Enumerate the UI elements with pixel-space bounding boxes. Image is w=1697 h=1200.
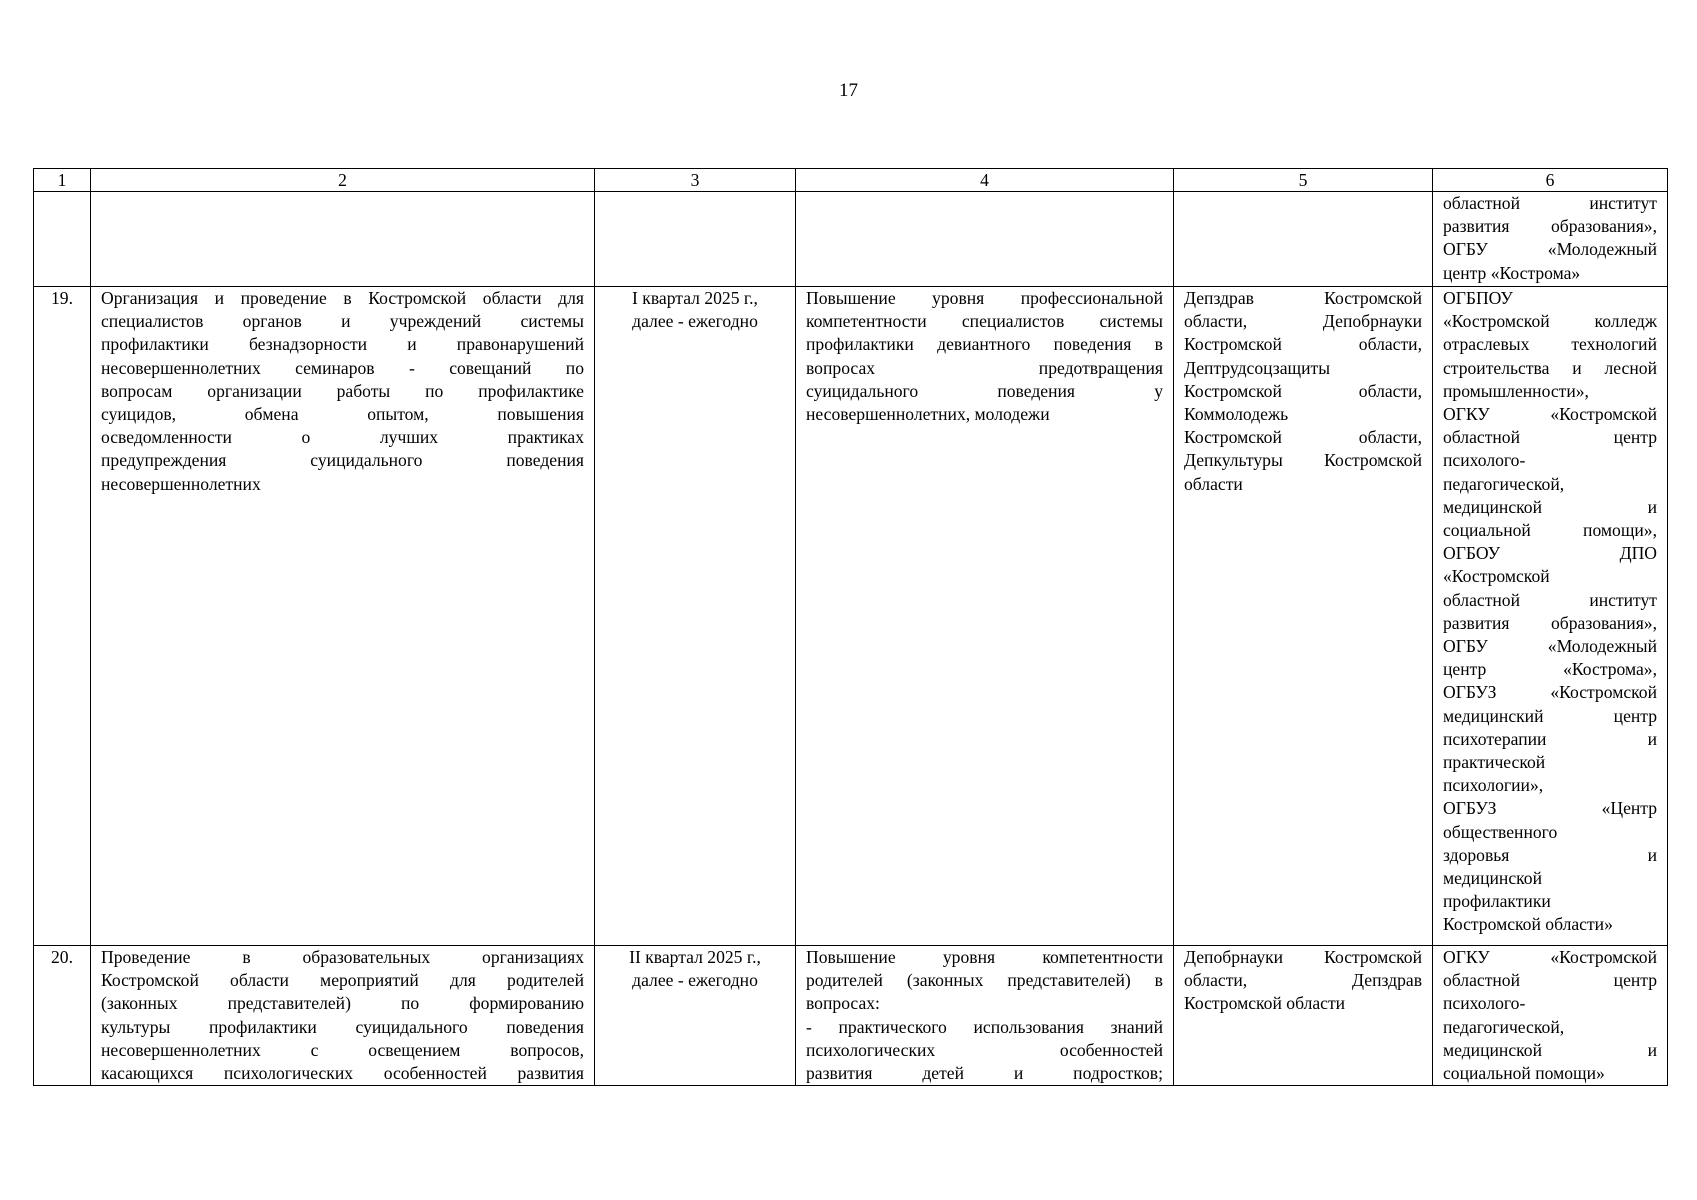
text-line: отраслевых технологий — [1443, 334, 1657, 355]
text-line: (законных представителей) по формированию — [101, 993, 584, 1014]
text-line: несовершеннолетних — [101, 473, 261, 494]
term-cell — [595, 946, 796, 1086]
result-cell — [796, 946, 1174, 1086]
text-line: вопросах: — [806, 993, 880, 1014]
text-line: ОГБПОУ — [1443, 288, 1513, 308]
text-line: предупреждения суицидального поведения — [101, 450, 584, 471]
participants-cell — [1433, 287, 1668, 946]
text-line: касающихся психологических особенностей развития — [101, 1063, 584, 1084]
text-line: областной центр — [1443, 970, 1657, 991]
table-row — [34, 946, 1668, 1086]
text-line: психологических особенностей — [806, 1039, 1163, 1060]
text-line: области — [1184, 473, 1243, 494]
table-row — [34, 287, 1668, 946]
text-line: суицидального поведения у — [806, 380, 1163, 401]
text-line: ОГКУ «Костромской — [1443, 404, 1657, 425]
text-line: психотерапии и — [1443, 728, 1657, 749]
plan-table — [33, 168, 1668, 1086]
text-line: ОГБУ «Молодежный — [1443, 636, 1657, 657]
continuation-row — [34, 192, 1668, 287]
text-line: далее - ежегодно — [632, 311, 758, 332]
text-line: I квартал 2025 г., — [632, 288, 758, 308]
empty-cell — [34, 192, 91, 287]
empty-cell — [91, 192, 595, 287]
column-header: 5 — [1174, 169, 1433, 192]
text-line: родителей (законных представителей) в — [806, 970, 1163, 991]
text-line: компетентности специалистов системы — [806, 311, 1163, 332]
text-line: психологии», — [1443, 775, 1544, 796]
text-line: промышленности», — [1443, 380, 1589, 401]
column-header: 2 — [91, 169, 595, 192]
text-line: профилактики безнадзорности и правонарушений — [101, 334, 584, 355]
text-line: культуры профилактики суицидального поведения — [101, 1016, 584, 1037]
term-cell — [595, 287, 796, 946]
text-line: далее - ежегодно — [632, 970, 758, 991]
text-line: Депобрнауки Костромской — [1184, 947, 1422, 967]
text-line: несовершеннолетних семинаров - совещаний по — [101, 357, 584, 378]
event-cell — [91, 946, 595, 1086]
text-line: - практического использования знаний — [806, 1016, 1163, 1037]
text-line: практической — [1443, 752, 1546, 773]
text-line: областной институт — [1443, 589, 1657, 610]
column-header: 1 — [34, 169, 91, 192]
text-line: психолого- — [1443, 993, 1526, 1014]
text-line: областной институт — [1443, 193, 1657, 213]
text-line: ОГБОУ ДПО — [1443, 543, 1657, 564]
text-line: ОГБУЗ «Костромской — [1443, 682, 1657, 703]
text-line: области, Депздрав — [1184, 970, 1422, 991]
text-line: областной центр — [1443, 427, 1657, 448]
event-cell — [91, 287, 595, 946]
text-line: профилактики — [1443, 891, 1551, 912]
text-line: Дептрудсоцзащиты — [1184, 357, 1331, 378]
text-line: центр «Кострома», — [1443, 659, 1657, 680]
text-line: социальной помощи» — [1443, 1063, 1605, 1084]
text-line: ОГБУЗ «Центр — [1443, 798, 1657, 819]
row-number: 20. — [34, 946, 91, 1086]
text-line: ОГКУ «Костромской — [1443, 947, 1657, 967]
text-line: суицидов, обмена опытом, повышения — [101, 404, 584, 425]
text-line: вопросам организации работы по профилактике — [101, 380, 584, 401]
text-line: Повышение уровня профессиональной — [806, 288, 1163, 308]
text-line: Костромской области мероприятий для родителей — [101, 970, 584, 991]
executors-cell — [1174, 946, 1433, 1086]
text-line: Костромской области, — [1184, 427, 1422, 448]
text-line: центр «Кострома» — [1443, 262, 1581, 283]
text-line: Организация и проведение в Костромской области для — [101, 288, 584, 308]
text-line: педагогической, — [1443, 1016, 1565, 1037]
empty-cell — [595, 192, 796, 287]
column-header: 6 — [1433, 169, 1668, 192]
table-header-row — [34, 169, 1668, 192]
text-line: ОГБУ «Молодежный — [1443, 239, 1657, 260]
text-line: медицинской и — [1443, 496, 1657, 517]
text-line: несовершеннолетних, молодежи — [806, 404, 1050, 425]
text-line: Костромской области, — [1184, 334, 1422, 355]
text-line: развития образования», — [1443, 612, 1657, 633]
text-line: специалистов органов и учреждений системы — [101, 311, 584, 332]
participants-cell — [1433, 192, 1668, 287]
text-line: строительства и лесной — [1443, 357, 1657, 378]
text-line: педагогической, — [1443, 473, 1565, 494]
text-line: медицинской и — [1443, 1039, 1657, 1060]
empty-cell — [796, 192, 1174, 287]
text-line: «Костромской колледж — [1443, 311, 1657, 332]
text-line: развития образования», — [1443, 216, 1657, 237]
column-header: 4 — [796, 169, 1174, 192]
text-line: общественного — [1443, 821, 1558, 842]
text-line: Депздрав Костромской — [1184, 288, 1422, 308]
text-line: Коммолодежь — [1184, 404, 1289, 425]
text-line: медицинский центр — [1443, 705, 1657, 726]
result-cell — [796, 287, 1174, 946]
text-line: профилактики девиантного поведения в — [806, 334, 1163, 355]
text-line: несовершеннолетних с освещением вопросов, — [101, 1039, 584, 1060]
text-line: осведомленности о лучших практиках — [101, 427, 584, 448]
text-line: Костромской области — [1184, 993, 1346, 1014]
empty-cell — [1174, 192, 1433, 287]
page-number: 17 — [839, 80, 858, 101]
text-line: социальной помощи», — [1443, 520, 1657, 541]
text-line: здоровья и — [1443, 844, 1657, 865]
text-line: Повышение уровня компетентности — [806, 947, 1163, 967]
text-line: развития детей и подростков; — [806, 1063, 1163, 1084]
participants-cell — [1433, 946, 1668, 1086]
text-line: Костромской области, — [1184, 380, 1422, 401]
text-line: медицинской — [1443, 868, 1542, 889]
text-line: Депкультуры Костромской — [1184, 450, 1422, 471]
text-line: Костромской области» — [1443, 914, 1613, 935]
text-line: психолого- — [1443, 450, 1526, 471]
row-number: 19. — [34, 287, 91, 946]
text-line: II квартал 2025 г., — [629, 947, 761, 967]
column-header: 3 — [595, 169, 796, 192]
text-line: вопросах предотвращения — [806, 357, 1163, 378]
executors-cell — [1174, 287, 1433, 946]
text-line: «Костромской — [1443, 566, 1550, 587]
text-line: области, Депобрнауки — [1184, 311, 1422, 332]
text-line: Проведение в образовательных организациях — [101, 947, 584, 967]
